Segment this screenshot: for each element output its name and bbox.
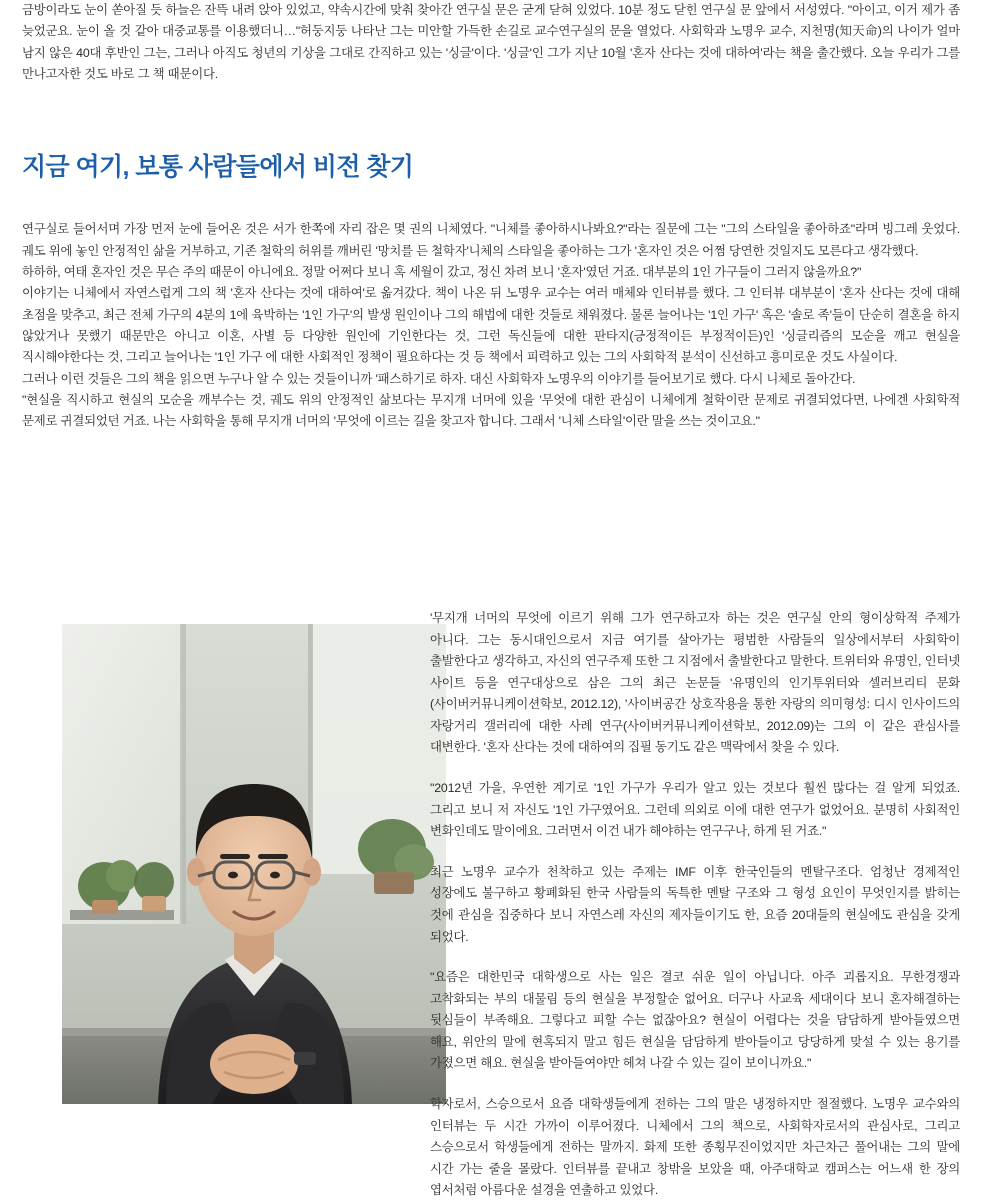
section-title: 지금 여기, 보통 사람들에서 비전 찾기 bbox=[22, 153, 414, 182]
right-paragraph-3: 최근 노명우 교수가 천착하고 있는 주제는 IMF 이후 한국인들의 멘탈구조다. 엄청난 경제적인 성장에도 불구하고 황폐화된 한국 사람들의 독특한 멘탈 구조와 그 형성 요인이 무엇인지를 밝히는 것에 관심을 집중하다 보니 자연스레 자신의 제자들이기도 한, 요즘 20대들의 현실에도 관심을 갖게 되었다. bbox=[430, 864, 960, 944]
paragraph-2: 하하하, 여태 혼자인 것은 무슨 주의 때문이 아니에요. 정말 어쩌다 보니 혹 세월이 갔고, 정신 차려 보니 '혼자'였던 거죠. 대부분의 1인 가구들이 그러지 않을까요?" bbox=[22, 264, 862, 279]
right-paragraph-2-quote: "2012년 가을, 우연한 계기로 '1인 가구가 우리가 알고 있는 것보다 훨씬 많다는 걸 알게 되었죠. 그리고 보니 저 자신도 '1인 가구였어요. 그런데 의외로 이에 대한 연구가 없었어요. 분명히 사회적인 변화인데도 말이에요. 그러면서 이건 내가 해야하는 연구구나, 하게 된 거죠." bbox=[430, 781, 960, 839]
right-text-column bbox=[430, 608, 960, 1202]
paragraph-5-quote: "현실을 직시하고 현실의 모순을 깨부수는 것, 궤도 위의 안정적인 삶보다는 무지개 너머에 있을 '무엇에 대한 관심이 니체에게 철학이란 문제로 귀결되었다면, 나에겐 사회학적 문제로 귀결되었던 거죠. 나는 사회학을 통해 무지개 너머의 '무엇에 이르는 길을 찾고자 합니다. 그래서 '니체 스타일'이란 말을 쓰는 것이고요." bbox=[22, 392, 960, 429]
section-title-wrap bbox=[22, 147, 960, 183]
right-paragraph-5-closing: 학자로서, 스승으로서 요즘 대학생들에게 전하는 그의 말은 냉정하지만 절절했다. 노명우 교수와의 인터뷰는 두 시간 가까이 이루어졌다. 니체에서 그의 책으로, 사회학자로서의 관심사로, 그리고 스승으로서 학생들에게 전하는 말까지. 화제 또한 종횡무진이었지만 차근차근 풀어내는 그의 말에 시간 가는 줄을 몰랐다. 인터뷰를 끝내고 창밖을 보았을 때, 아주대학교 캠퍼스는 어느새 한 장의 엽서처럼 아름다운 설경을 연출하고 있었다. bbox=[430, 1096, 960, 1198]
interview-portrait-photo bbox=[62, 624, 446, 1104]
paragraph-4: 그러나 이런 것들은 그의 책을 읽으면 누구나 알 수 있는 것들이니까 '패스하기로 하자. 대신 사회학자 노명우의 이야기를 들어보기로 했다. 다시 니체로 돌아간다. bbox=[22, 371, 856, 386]
paragraph-1: 연구실로 들어서며 가장 먼저 눈에 들어온 것은 서가 한쪽에 자리 잡은 몇 권의 니체였다. "니체를 좋아하시나봐요?"라는 질문에 그는 "그의 스타일을 좋아하죠"라며 빙그레 웃었다. 궤도 위에 놓인 안정적인 삶을 거부하고, 기존 철학의 허위를 깨버린 '망치를 든 철학자'니체의 스타일을 좋아하는 그가 '혼자인 것은 어쩜 당연한 것일지도 모른다고 생각했다. bbox=[22, 222, 960, 258]
lead-paragraph: 금방이라도 눈이 쏟아질 듯 하늘은 잔뜩 내려 앉아 있었고, 약속시간에 맞춰 찾아간 연구실 문은 굳게 닫혀 있었다. 10분 정도 닫힌 연구실 문 앞에서 서성였다. "아이고, 이거 제가 좀 늦었군요. 눈이 올 것 같아 대중교통를 이용했더니…"허둥지둥 나타난 그는 미안할 가득한 손길로 교수연구실의 문을 열었다. 사회학과 노명우 교수, 지천명(知天命)의 나이가 얼마 남지 않은 40대 후반인 그는, 그러나 아직도 청년의 기상을 그대로 간직하고 있는 '싱글'이다. '싱글'인 그가 지난 10월 '혼자 산다는 것에 대하여'라는 책을 출간했다. 오늘 우리가 그를 만나고자한 것도 바로 그 책 때문이다. bbox=[22, 3, 960, 81]
right-paragraph-4-quote: "요즘은 대한민국 대학생으로 사는 일은 결코 쉬운 일이 아닙니다. 아주 괴롭지요. 무한경쟁과 고착화되는 부의 대물림 등의 현실을 부정할순 없어요. 더구나 사교육 세대이다 보니 혼자해결하는 뒷심들이 부족해요. 그렇다고 피할 수는 없잖아요? 현실이 어렵다는 것을 담담하게 받아들였으면 해요, 위안의 말에 현혹되지 말고 힘든 현실을 담담하게 받아들이고 당당하게 맞설 수 있는 용기를 가졌으면 해요. 현실을 받아들여야만 헤쳐 나갈 수 있는 길이 보이니까요." bbox=[430, 970, 960, 1071]
article-upper-content bbox=[22, 0, 960, 433]
right-paragraph-1: '무지개 너머의 무엇에 이르기 위해 그가 연구하고자 하는 것은 연구실 안의 형이상학적 주제가 아니다. 그는 동시대인으로서 지금 여기를 살아가는 평범한 사람들의 일상에서부터 사회학이 출발한다고 생각하고, 자신의 연구주제 또한 그 지점에서 출발한다고 말한다. 트위터와 유명인, 인터넷 사이트 등을 연구대상으로 삼은 그의 최근 논문들 '유명인의 인기투위터와 셀러브리티 문화(사이버커뮤니케이션학보, 2012.12), '사이버공간 상호작용을 통한 자랑의 의미형성: 디시 인사이드의 자랑거리 갤러리에 대한 사례 연구(사이버커뮤니케이션학보, 2012.09)는 그의 이 같은 관심사를 대변한다. '혼자 산다는 것에 대하여의 집필 동기도 같은 맥락에서 찾을 수 있다. bbox=[430, 611, 960, 755]
portrait-illustration bbox=[62, 624, 446, 1104]
paragraph-3: 이야기는 니체에서 자연스럽게 그의 책 '혼자 산다는 것에 대하여'로 옮겨갔다. 책이 나온 뒤 노명우 교수는 여러 매체와 인터뷰를 했다. 그 인터뷰 대부분이 '혼자 산다는 것에 대해 초점을 맞추고, 최근 전체 가구의 4분의 1에 육박하는 '1인 가구'의 발생 원인이나 그의 해법에 대한 것들로 채워졌다. 물론 늘어나는 '1인 가구' 혹은 '솔로 족'들이 단순히 결혼을 하지 않았거나 못했기 때문만은 아니고 이혼, 사별 등 다양한 원인에 기인한다는 것, 그런 독신들에 대한 판타지(긍정적이든 부정적이든)인 '싱글리즘의 모순을 깨고 현실을 직시해야한다는 것, 그리고 늘어나는 '1인 가구 에 대한 사회적인 정책이 필요하다는 것 등 책에서 피력하고 있는 그의 사회학적 분석이 신선하고 흥미로운 것도 사실이다. bbox=[22, 286, 960, 365]
